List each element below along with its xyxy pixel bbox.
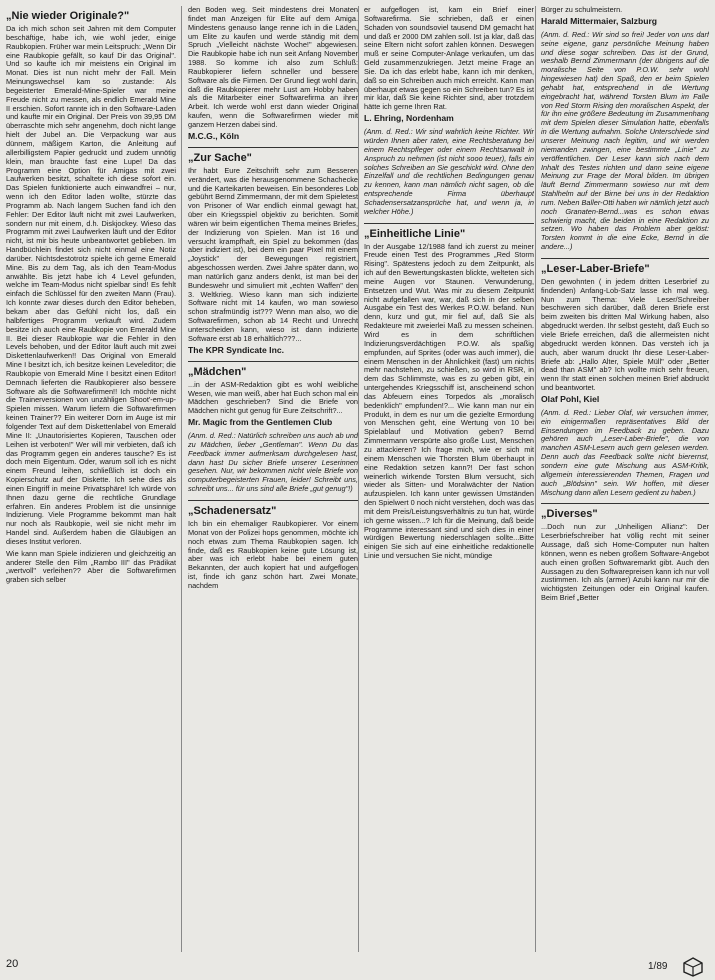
magazine-logo-icon — [683, 957, 703, 977]
letter-body: er aufgeflogen ist, kam ein Brief einer Softwarefirma. Sie schrieben, daß er einen Schaden von soundsoviel tausend DM gemacht hat und daß er 2000 DM zahlen soll. Ist ja klar, daß das seine Eltern nicht sofort zahlen können. Deswegen muß er seine Computer-Anlage verkaufen, um das Geld zusammenzukriegen. Jetzt meine Frage an Sie. Da ich das erlebt habe, kann ich mir denken, daß so ein Schreiben auch mich erreicht. Kann man überhaupt etwas gegen so ein Schreiben tun? Es ist mir klar, daß Sie keine Richter sind, aber trotzdem hätte ich gerne Ihren Rat. — [364, 6, 534, 112]
letter-body: ...Doch nun zur „Unheiligen Allianz": Der Leserbriefschreiber hat völlig recht mit seiner Aussage, daß sich Home-Computer nun halten können, wenn es neben großem Software-Angebot auch einen großen Softwaremarkt gibt. Auch den Aussagen zu den Softwarepreisen kann ich nur voll zustimmen. Ich als (armer) Azubi kann nur mir die wichtigsten Zeitungen oder ein Original kaufen. Beim Brief „Better — [541, 522, 709, 603]
divider — [188, 361, 358, 362]
column-2 — [188, 6, 358, 958]
divider — [188, 147, 358, 148]
column-4 — [541, 6, 709, 958]
letter-signature: The KPR Syndicate Inc. — [188, 344, 284, 355]
divider — [188, 500, 358, 501]
letter-headline: „Zur Sache" — [188, 151, 252, 164]
letter-headline: „Einheitliche Linie" — [364, 227, 466, 240]
letter-signature: Olaf Pohl, Kiel — [541, 393, 600, 404]
letter-body: In der Ausgabe 12/1988 fand ich zuerst zu meiner Freude einen Test des Programmes „Red Storm Rising". Spätestens jedoch zu dem Zeitpunkt, als ich auf den Bewertungskasten blickte, welteten sich meine Augen vor Staunen. Verwunderung, Entsetzen und Wut. Was mir zu diesem Zeitpunkt nicht aufgefallen war, war, daß sich in der selben Ausgabe ein Test des Werkes P.O.W. befand. Nun denn, kurz und gut, mir fiel auf, daß Sie als Redakteure mit zweierlei Maß zu messen scheinen. Wird es in dem schriftlichen Indizierungsverdächtigen P.O.W. als spaßig empfunden, auf Sprites (oder was auch immer), die einem Menschen in der Ähnlichkeit (fast) um nichts mehr nachstehen, zu schießen, so wird in RSR, in dem das Schlimmste, was es zu geben gibt, ein untergehendes Kriegsschiff ist, anscheinend schon das Abfeuern eines Torpedos als „moralisch bedenklich" empfunden!?... Wie kann man nur ein Produkt, in dem es nur um die gezielte Ermordung von Menschen geht, eine Wertung von 10 bei Spielablauf und Motivation geben? Bernd Zimmermann verspürte also große Lust, Menschen zu attackieren? Ich frage mich, wie er sich mit einem Menschen wie Thorsten Blum überhaupt in eine Redaktion setzen kann?! Der fast schon weinerlich wirkende Torsten Blum versucht, sich wieder als Sitten- und Moralwächter der Nation aufzuspielen. Ich kann unter gewissen Umständen den Spielwert 0 noch nicht verstehen, doch was das mit dem Preis/Leistungsverhältnis zu tun hat, würde ich gerne wissen...? Ich für die Meinung, daß beide Programme interessant sind und sich dies in einer würdigen Bewertung niederschlagen sollte...Bitte einigen Sie sich auf eine einheitliche redaktionelle Linie und versuchen Sie nicht, mündige — [364, 241, 534, 561]
letter-body: Ihr habt Eure Zeitschrift sehr zum Besseren verändert, was die herausgenommene Schachecke und die Karteikarten beweisen. Ein besonderes Lob gebührt Bernd Zimmermann, der mit dem Spieletest von Prisoner of War endlich einmal gewagt hat, über ein Kriegsspiel objektiv zu berichten. Somit wären wir beim eigentlichen Thema meines Briefes, der Indizierung von Spielen. Man ist 16 und versucht krampfhaft, ein Spiel zu bekommen (das aber indiziert ist), bei dem ein paar Pixel mit einem „Joystick" der Bewegungen registriert, abgeschossen werden. Zwei Jahre später dann, wo man natürlich ganz anders denkt, ist man bei der Bundeswehr und simuliert mit „echten Waffen" den 3. Weltkrieg. Wieso kann man sich indizierte Software nicht mit 14 kaufen, wo man sowieso schon strafmündig ist??? Wenn man also, wo die Softwarefirmen, schon ab 14 Recht und Unrecht unterscheiden kann, wieso ist dann indizierte Software erst ab 18 erhältlich???... — [188, 165, 358, 343]
letter-body: Den gewohnten ( in jedem dritten Leserbrief zu findenden) Anfang-Lob-Satz lasse ich mal weg. Nun zum Thema: Viele Leser/Schreiber beschweren sich darüber, daß deren Briefe erst beim zweiten bis dritten Mal Wirkung haben, also abgedruckt werden. Ihr selbst gesteht, daß Euch so viele Briefe erreichen, daß die allermeisten nicht abgedruckt werden können. Das versteh ich ja auch, aber warum druckt Ihr diese Leser-Laber-Briefe ab: „Hallo Alter, Spiele Müll" oder „Better dead than ASM" ab? Ich wollte mich sehr freuen, wenn Ihr statt einen solchen meinen Brief abdruckt und beantwortet. — [541, 276, 709, 393]
letter-body: Bürger zu schulmeistern. — [541, 6, 623, 14]
letter-headline: „Leser-Laber-Briefe" — [541, 262, 650, 275]
column-divider — [535, 6, 536, 952]
divider — [364, 223, 534, 224]
column-divider — [358, 6, 359, 952]
letter-body: ...in der ASM-Redaktion gibt es wohl weibliche Wesen, wie man weiß, aber hat Euch schon mal ein Mädchen geschrieben? Sind die Briefe von Mädchen nicht gut genug für Eure Zeitschrift?... — [188, 379, 358, 416]
issue-number: 1/89 — [648, 961, 668, 972]
editor-note: (Anm. d. Red.: Natürlich schreiben uns auch ab und zu Mädchen, lieber „Gentleman". Wenn Du das Feedback immer aufmerksam durchgelesen hast, dann hast Du sicher Briefe unserer Leserinnen gesehen. Nur, wir bekommen nicht viele Briefe von computerbegeisterten Frauen, leider! Schreibt uns, schreibt uns... für uns sind alle Briefe „gut genug"!) — [188, 431, 358, 494]
letter-body: den Boden weg. Seit mindestens drei Monaten findet man Anzeigen für Elite auf dem Amiga. Mindestens genauso lange renne ich in die Läden, um Elite zu kaufen und werde ständig mit dem Spruch „Vielleicht nächste Woche!" abgewiesen. Die Raubkopie habe ich nun seit Anfang November 1988. So komme ich also zum Schluß: Raubkopierer liefern schneller und bessere Software als die Firmen. Der Grund liegt wohl darin, daß die Raubkopierer mehr Lust am Hobby haben als die Mitarbeiter einer Softwarefirma an ihrer Arbeit. Ich werde wohl erst dann wieder Original kaufen, wenn die Softwarefirmen wieder mit ganzem Herzen dabei sind. — [188, 6, 358, 129]
letter-headline: „Schadenersatz" — [188, 504, 277, 517]
editor-note: (Anm. d. Red.: Wir sind so frei! Jeder von uns darf seine eigene, ganz persönliche Meinung haben und diese sogar schreiben. Das ist der Grund, weshalb Bernd Zimmermann (der übrigens auf die moralische Seite von P.O.W. sehr wohl hingewiesen hat) den Spaß, den er beim Spielen gehabt hat, entsprechend in die Wertung eingebracht hat, während Torsten Blum im Falle von Red Storm Rising den moralischen Aspekt, der für ihn eine größere Bedeutung im Zusammenhang mit dem Spielen dieser Simulation hatte, ebenfalls in die Wertung aufnahm. Solche Unterschiede sind unserer Meinung nach legitim, und wir werden niemanden zwingen, eine bestimmte „Linie" zu veröffentlichen. Der Leser kann sich nach dem Inhalt des Testes richten und dann seine eigene Meinung zur Frage der Moral bilden. Im übrigen läuft Bernd Zimmermann sowieso nur mit dem Stahlhelm auf der Birne bei uns in der Redaktion rum. Neben Baller-Otti haben wir nämlich jetzt auch noch Granaten-Bernd...was es schon etwas schwierig macht, die beiden in eine Redaktion zu setzen. Wo haben das Problem aber gelöst: Torsten kommt in die eine Ecke, Bernd in die andere...) — [541, 29, 709, 252]
editor-note: (Anm. d. Red.: Wir sind wahrlich keine Richter. Wir würden Ihnen aber raten, eine Rechtsberatung bei einem Rechtspfleger oder einem Rechtsanwalt in Anspruch zu nehmen (ist nicht sooo teuer), falls ein solches Schreiben an Sie geschickt wird. Ohne den Einzelfall und die rechtlichen Bedingungen genau zu kennen, kann man nämlich nicht sagen, ob die entsprechende Firma überhaupt Schadensersatzansprüche hat, und wenn ja, in welcher Höhe.) — [364, 127, 534, 216]
page-number: 20 — [6, 958, 19, 970]
letter-headline: „Nie wieder Originale?" — [6, 10, 130, 22]
letter-signature: Mr. Magic from the Gentlemen Club — [188, 417, 333, 428]
editor-note: (Anm. d. Red.: Lieber Olaf, wir versuchen immer, ein einigermaßen repräsentatives Bild der Einsendungen im Feedback zu geben. Dazu gehören auch „Leser-Laber-Briefe", die von manchen ASM-Lesern auch gern gelesen werden. Denn auch das Feedback sollte nicht bierernst, sondern eine gute Mischung aus ASM-Kritik, allgemein interessierenden Themen, Fragen und auch „Blödsinn" sein. Wir hoffen, mit dieser Mischung dann allen Lesern gedient zu haben.) — [541, 407, 709, 497]
letter-body: Ich bin ein ehemaliger Raubkopierer. Vor einem Monat von der Polizei hops genommen, möchte ich noch etwas zum Thema Raubkopien sagen. Ich finde, daß es Raubkopien keine gute Lösung ist, aber was ich erlebt habe bei einem guten Bekannten, der auch kopiert hat und aufgeflogen ist, finde ich ganz schön hart. Zwei Monate, nachdem — [188, 518, 358, 590]
letter-headline: „Diverses" — [541, 508, 598, 521]
letter-body: Da ich mich schon seit Jahren mit dem Computer beschäftige, habe ich, wie wohl jeder, einige Raubkopien. Früher war mein Leitspruch: „Wenn Dir eine Raubkopie gefällt, so kauf Dir das Original". Und so kaufte ich mir meistens ein Original im Monat. Dies ist nun nicht mehr der Fall. Mein Meinungswechsel kam so zustande: Als begeisterter Emerald-Mine-Spieler war meine Freude nicht zu messen, als endlich Emerald Mine II erschien. Sofort rannte ich in den Software-Laden und kaufte mir ein Original. Der Preis von 39,95 DM überraschte mich sehr angenehm, doch nicht lange hielt der Jubel an. Die Verpackung war aus dünnem, mäßigem Karton, die Anleitung auf allerbilligstem Papier gedruckt und zudem unnötig klein, man brauchte fast eine Lupe! Da das Programm eine Option für Amigas mit zwei Laufwerken besitzt, schaltete ich diese sofort ein. Das Spielen funktionierte auch einwandfrei – nur, wenn ich den Editor laden wollte, stürzte das Programm ab. Nach langem Suchen fand ich den Fehler: Der Editor läuft nicht mit zwei Laufwerken, sondern nur mit einem, d.h. Diskjockey. Wieso das Programm mit zwei Laufwerken läuft und der Editor nicht, ist mir bis heute unbeantwortet geblieben. Im Handbüchlein findet sich nicht einmal eine Notiz darüber. Nichtsdestotrotz spielte ich gerne Emerald Mine. Bis zu dem Tag, als ich den Team-Modus anwählte. Bis jetzt habe ich 4 Level gefunden, welche im Team-Modus nicht spielbar sind! Es fehlt einfach die Schlüssel für den zweiten Mann (Frau). Ich konnte zwar dieses durch den Editor beheben, bekam aber das Gefühl nicht los, daß ein halbfertiges Programm verkauft wird. Zudem besitze ich auch eine Raubkopie von Emerald Mine II. Bei dieser Raubkopie war die Fehler in den Levels behoben, und der Editor läuft auch mit zwei Diskettenlaufwerken!! Das Original von Emerald Mine I besitzt ich, ich besitze keinen Leveleditor; die Raubkopie von Emerald Mine I besitzt einen Editor! Demnach lieferten die Raubkopierer also bessere Software als die Softwarefirmen!! Ich möchte nicht die Trainerversionen von unzähligen Shoot'-em-up-Spielen missen. Warum liefern die Softwarefirmen keinen Trainer?? Ein weiterer Dorn im Auge ist mir folgender Text auf dem Diskettenlabel von Emerald Mine II: „Unautorisiertes Kopieren, Tauschen oder Leihen ist verboten!" Wer will mir verbieten, daß ich das Programm gegen ein anderes tausche? Es ist doch mein Eigentum. Oder, warum soll ich es nicht einem Freund leihen, schließlich ist doch ein Kopierschutz auf der Diskette. Ich sehe dies als einen Eingriff in meine Privatsphäre! Ich würde von Ihnen dazu gerne die rechtliche Grundlage erfahren. Ein anderes Problem ist die unsinnige Indizierung. Viele Programme bekommt man halt nur noch als Raubkopie, weil sie nicht mehr im Handel sind. Außerdem haben die Gläubigen an dieses Institut verloren. — [6, 24, 176, 546]
column-3 — [364, 6, 534, 958]
letter-signature: M.C.G., Köln — [188, 130, 240, 141]
letter-signature: Harald Mittermaier, Salzburg — [541, 15, 658, 26]
divider — [541, 258, 709, 259]
divider — [541, 503, 709, 504]
letter-signature: L. Ehring, Nordenham — [364, 113, 454, 124]
column-1 — [6, 6, 176, 958]
letter-headline: „Mädchen" — [188, 365, 247, 378]
column-divider — [181, 6, 182, 952]
letter-body: Wie kann man Spiele indizieren und gleichzeitig an anderer Stelle den Film „Rambo III" das Prädikat „wertvoll" verleihen?? Aber die Softwarefirmen graben sich selber — [6, 548, 176, 585]
